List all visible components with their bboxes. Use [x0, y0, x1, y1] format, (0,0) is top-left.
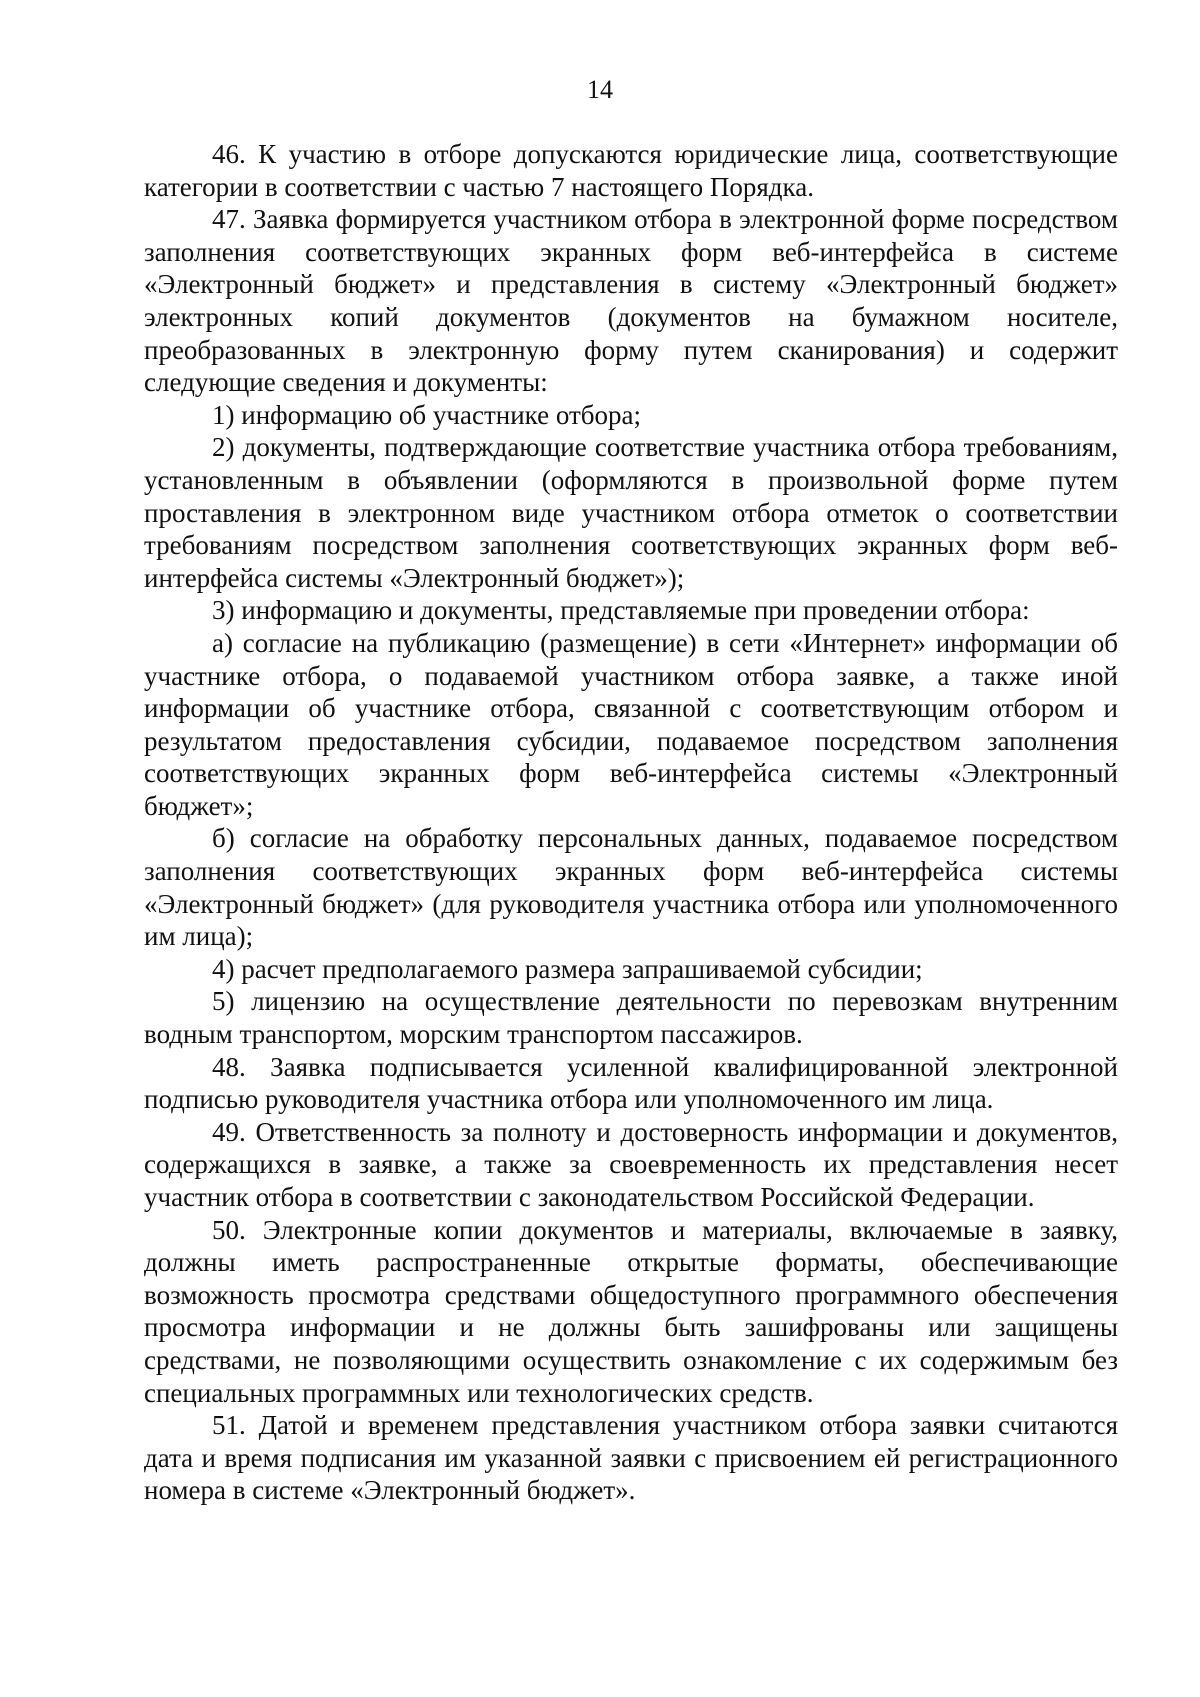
paragraph-46: 46. К участию в отборе допускаются юридические лица, соответствующие категории в соответствии с частью 7 настоящего Порядка. [144, 139, 1118, 202]
paragraph-51: 51. Датой и временем представления участником отбора заявки считаются дата и время подписания им указанной заявки с присвоением ей регистрационного номера в системе «Электронный бюджет». [144, 1410, 1118, 1506]
list-item-3a: а) согласие на публикацию (размещение) в сети «Интернет» информации об участнике отбора, о подаваемой участником отбора заявке, а также иной информации об участнике отбора, связанной с соответствующим отбором и результатом предоставления субсидии, подаваемое посредством заполнения соответствующих экранных форм веб-интерфейса системы «Электронный бюджет»; [144, 627, 1118, 821]
list-item-3b: б) согласие на обработку персональных данных, подаваемое посредством заполнения соответствующих экранных форм веб-интерфейса системы «Электронный бюджет» (для руководителя участника отбора или уполномоченного им лица); [144, 823, 1118, 952]
paragraph-50: 50. Электронные копии документов и материалы, включаемые в заявку, должны иметь распространенные открытые форматы, обеспечивающие возможность просмотра средствами общедоступного программного обеспечения просмотра информации и не должны быть зашифрованы или защищены средствами, не позволяющими осуществить ознакомление с их содержимым без специальных программных или технологических средств. [144, 1214, 1118, 1408]
document-body [144, 138, 1118, 1507]
paragraph-47: 47. Заявка формируется участником отбора в электронной форме посредством заполнения соответствующих экранных форм веб-интерфейса в системе «Электронный бюджет» и представления в систему «Электронный бюджет» электронных копий документов (документов на бумажном носителе, преобразованных в электронную форму путем сканирования) и содержит следующие сведения и документы: [144, 204, 1118, 398]
list-item-2: 2) документы, подтверждающие соответствие участника отбора требованиям, установленным в объявлении (оформляются в произвольной форме путем проставления в электронном виде участником отбора отметок о соответствии требованиям посредством заполнения соответствующих экранных форм веб-интерфейса системы «Электронный бюджет»); [144, 432, 1118, 593]
list-item-1: 1) информацию об участнике отбора; [212, 399, 642, 430]
list-item-5: 5) лицензию на осуществление деятельности по перевозкам внутренним водным транспортом, морским транспортом пассажиров. [144, 986, 1118, 1050]
list-item-4: 4) расчет предполагаемого размера запрашиваемой субсидии; [212, 953, 923, 984]
paragraph-48: 48. Заявка подписывается усиленной квалифицированной электронной подписью руководителя участника отбора или уполномоченного им лица. [144, 1051, 1118, 1115]
paragraph-49: 49. Ответственность за полноту и достоверность информации и документов, содержащихся в заявке, а также за своевременность их представления несет участник отбора в соответствии с законодательством Российской Федерации. [144, 1116, 1118, 1212]
list-item-3: 3) информацию и документы, представляемые при проведении отбора: [212, 595, 1030, 626]
page-number: 14 [587, 75, 613, 104]
